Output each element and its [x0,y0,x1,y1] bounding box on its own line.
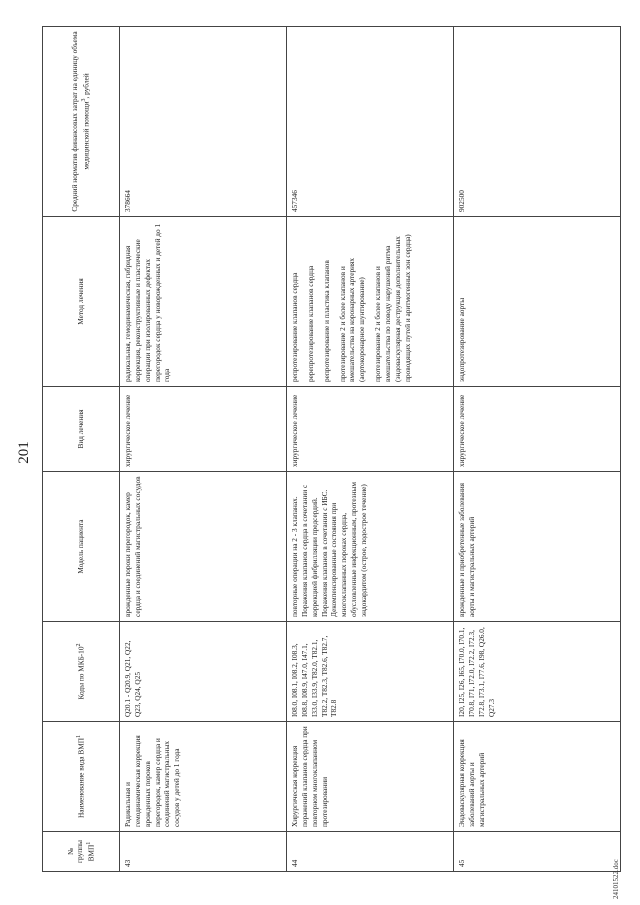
header-row [43,27,120,872]
treatment-method-item: ререпротезирование клапанов сердца [305,265,315,382]
row-vmp-name: Радикальная и гемодинамическая коррекция врожденных пороков перегородок, камер сердца и соединений магистральных сосудов у детей до 1 года [120,722,287,832]
treatment-method-item: репротезирование и пластика клапанов [321,260,331,382]
header-treatment-type: Вид лечения [43,387,120,472]
row-avg-cost: 457346 [287,27,454,217]
row-avg-cost: 902500 [454,27,621,217]
header-avg-cost: Средний норматив финансовых затрат на единицу объема медицинской помощи$^3$, рублей [43,27,120,217]
document-code: 24101522.doc [612,859,620,899]
row-group-no: 44 [287,832,454,872]
row-treatment-type: хирургическое лечение [454,387,621,472]
treatment-method-item: протезирование 2 и более клапанов и вмешательства на коронарных артериях (аортокоронарное шунтирование) [337,257,367,382]
row-treatment-method [287,217,454,387]
vmp-table [42,26,621,872]
row-icd-codes: Q20.1 - Q20.9, Q21, Q22, Q23, Q24, Q25 [120,622,287,722]
treatment-method-item: радикальная, гемодинамическая, гибридная коррекция, реконструктивные и пластические операции при изолированных дефектах перегородок сердца у новорожденных и детей до 1 года [123,223,172,382]
header-patient-model: Модель пациента [43,472,120,622]
row-vmp-name: Эндоваскулярная коррекция заболеваний аорты и магистральных артерий [454,722,621,832]
row-patient-model: врожденные и приобретенные заболевания аорты и магистральных артерий [454,472,621,622]
row-treatment-method [120,217,287,387]
treatment-method-item: репротезирование клапанов сердца [290,272,299,382]
row-patient-model: врожденные пороки перегородок, камер сердца и соединений магистральных сосудов [120,472,287,622]
treatment-method-item: эндопротезирование аорты [457,297,466,382]
row-group-no: 43 [120,832,287,872]
header-icd-codes: Коды по МКБ-$10^2$ [43,622,120,722]
row-vmp-name: Хирургическая коррекция поражений клапанов сердца при повторном многоклапанном протезировании [287,722,454,832]
row-treatment-type: хирургическое лечение [120,387,287,472]
row-patient-model: повторные операции на 2 - 3 клапанах. Поражения клапанов сердца в сочетании с коррекцией фибрилляции предсердий. Поражения клапанов в сочетании с ИБС. Декомпенсированные состояния при многоклапанных пороках сердца, обусловленные инфекционным, протезным эндокардитом (острое, подострое течение) [287,472,454,622]
row-treatment-method [454,217,621,387]
row-avg-cost: 378664 [120,27,287,217]
table-row [287,27,454,872]
header-group-no: № группы ВМП$^1$ [43,832,120,872]
header-treatment-method: Метод лечения [43,217,120,387]
row-treatment-type: хирургическое лечение [287,387,454,472]
row-icd-codes: I20, I25, I26, I65, I70.0, I70.1, I70.8, I71, I72.0, I72.2, I72.3, I72.8, I73.1, I77.6, I98, Q26.0, Q27.3 [454,622,621,722]
header-vmp-name: Наименование вида ВМП$^1$ [43,722,120,832]
page-number: 201 [16,441,32,464]
table-row [454,27,621,872]
table-row [120,27,287,872]
row-icd-codes: I08.0, I08.1, I08.2, I08.3, I08.8, I08.9, I47.0, I47.1, I33.0, I33.9, T82.0, T82.1, T82.2, T82.3, T82.6, T82.7, T82.8 [287,622,454,722]
treatment-method-item: протезирование 2 и более клапанов и вмешательства по поводу нарушений ритма (эндоваскулярная деструкция дополнительных проводящих путей и аритмогенных зон сердца) [373,234,412,382]
row-group-no: 45 [454,832,621,872]
